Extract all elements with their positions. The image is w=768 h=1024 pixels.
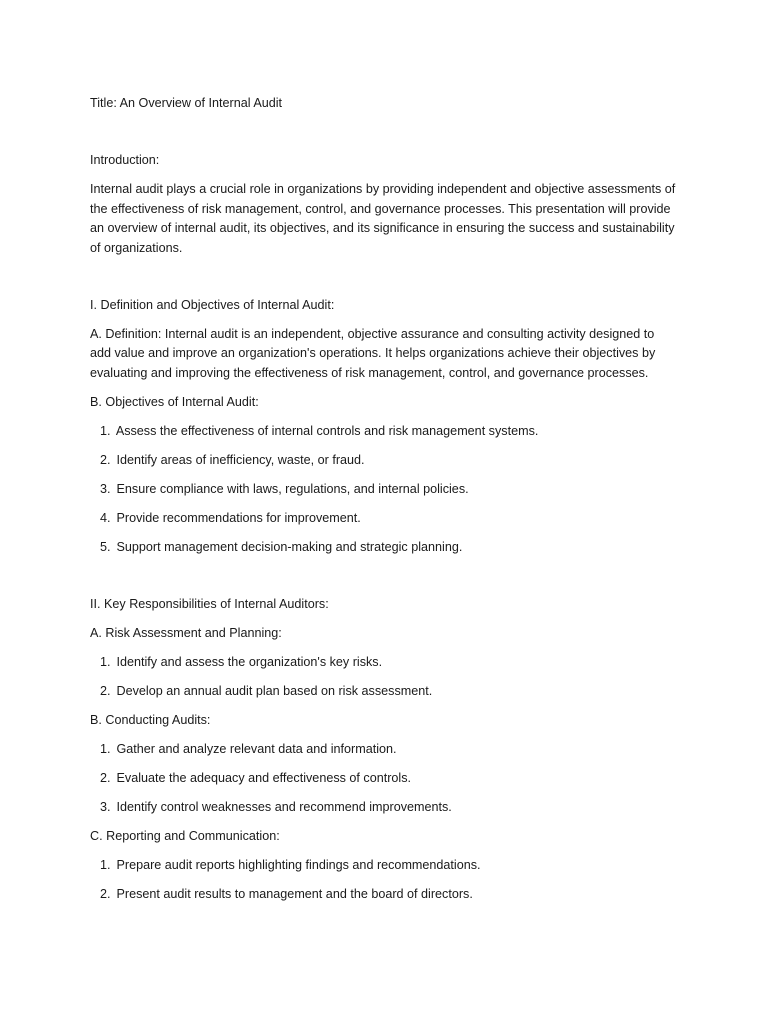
definition-line: evaluating and improving the effectiveness of risk management, control, and governance processes. [90,365,649,380]
list-item [90,769,690,788]
list-number: 2. [100,452,111,467]
list-number: 3. [100,800,111,815]
list-item-text: Assess the effectiveness of internal controls and risk management systems. [115,423,539,438]
list-item-text: Evaluate the adequacy and effectiveness of controls. [116,771,412,786]
list-number: 1. [100,742,111,757]
subsection-c-heading: C. Reporting and Communication: [90,829,280,844]
introduction-line: Internal audit plays a crucial role in organizations by providing independent and objective assessments of [90,182,676,197]
list-item-text: Ensure compliance with laws, regulations, and internal policies. [116,481,469,496]
definition-paragraph [90,325,690,383]
list-item-text: Gather and analyze relevant data and information. [116,742,397,757]
objectives-heading: B. Objectives of Internal Audit: [90,394,259,409]
introduction-paragraph [90,180,690,258]
list-item-text: Develop an annual audit plan based on risk assessment. [116,684,433,699]
subsection-b-heading: B. Conducting Audits: [90,713,211,728]
list-item [90,538,690,557]
list-item [90,856,690,875]
list-number: 2. [100,684,111,699]
list-item-text: Identify control weaknesses and recommend improvements. [116,800,452,815]
list-item [90,653,690,672]
document-page [90,94,690,905]
list-item-text: Identify and assess the organization's key risks. [116,655,383,670]
list-item [90,885,690,904]
section-2-heading: II. Key Responsibilities of Internal Auditors: [90,597,329,612]
list-item-text: Prepare audit reports highlighting findings and recommendations. [116,858,481,873]
list-item [90,740,690,759]
list-item-text: Present audit results to management and the board of directors. [116,887,473,902]
list-number: 1. [100,423,111,438]
list-item [90,798,690,817]
introduction-line: an overview of internal audit, its objectives, and its significance in ensuring the success and sustainability [90,221,675,236]
subsection-a-list [90,653,690,701]
section-1-heading: I. Definition and Objectives of Internal Audit: [90,298,335,313]
list-item [90,509,690,528]
list-item [90,451,690,470]
list-number: 5. [100,539,111,554]
subsection-b-list [90,740,690,817]
list-item-text: Identify areas of inefficiency, waste, or fraud. [116,452,365,467]
list-item [90,422,690,441]
introduction-line: of organizations. [90,240,183,255]
list-item [90,480,690,499]
list-item-text: Support management decision-making and strategic planning. [116,539,463,554]
list-number: 2. [100,771,111,786]
list-number: 4. [100,510,111,525]
objectives-list [90,422,690,557]
definition-line: add value and improve an organization's operations. It helps organizations achieve their objectives by [90,346,656,361]
introduction-heading: Introduction: [90,153,160,168]
definition-line: A. Definition: Internal audit is an independent, objective assurance and consulting activity designed to [90,327,655,342]
document-title: Title: An Overview of Internal Audit [90,96,283,110]
list-number: 2. [100,887,111,902]
list-number: 1. [100,858,111,873]
list-number: 3. [100,481,111,496]
subsection-c-list [90,856,690,904]
list-item [90,682,690,701]
introduction-line: the effectiveness of risk management, control, and governance processes. This presentation will provide [90,201,671,216]
list-item-text: Provide recommendations for improvement. [116,510,361,525]
list-number: 1. [100,655,111,670]
subsection-a-heading: A. Risk Assessment and Planning: [90,626,282,641]
